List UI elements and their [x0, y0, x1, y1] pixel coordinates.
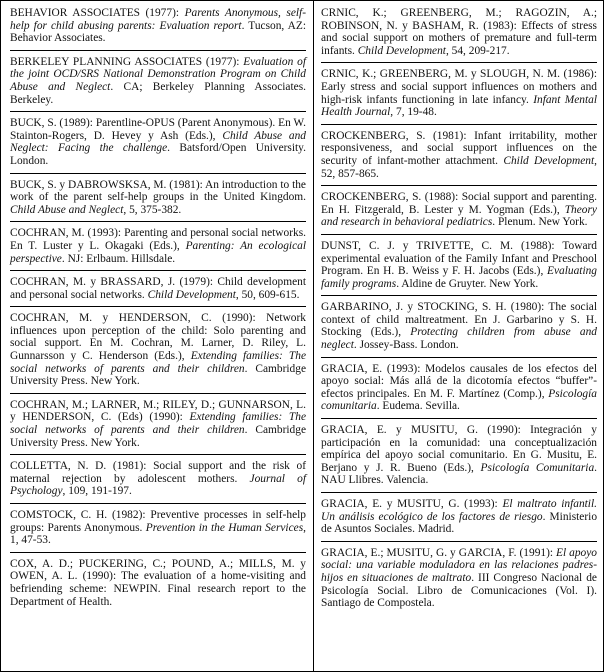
reference-entry: GRACIA, E.; MUSITU, G. y GARCIA, F. (1991): El apoyo social: una variable moduladora en las relaciones padres-hijos en situaciones de maltrato. III Congreso Nacional de Psicología Social. Libro de Comunicaciones (Vol. I). Santiago de Compostela.	[321, 546, 597, 610]
reference-entry: GRACIA, E. y MUSITU, G. (1993): El maltrato infantil. Un análisis ecológico de los factores de riesgo. Ministerio de Asuntos Sociales. Madrid.	[321, 496, 597, 542]
reference-entry: BEHAVIOR ASSOCIATES (1977): Parents Anonymous, self-help for child abusing parents: Evaluation report. Tucson, AZ: Behavior Associates.	[10, 5, 306, 51]
reference-entry: CROCKENBERG, S. (1981): Infant irritability, mother responsiveness, and social support influences on the security of infant-mother attachment. Child Development, 52, 857-865.	[321, 128, 597, 186]
right-column	[313, 1, 604, 671]
reference-entry: COMSTOCK, C. H. (1982): Preventive processes in self-help groups: Parents Anonymous. Prevention in the Human Services, 1, 47-53.	[10, 507, 306, 553]
reference-entry: COCHRAN, M. y BRASSARD, J. (1979): Child development and personal social networks. Child Development, 50, 609-615.	[10, 274, 306, 307]
reference-entry: BUCK, S. y DABROWSKSA, M. (1981): An introduction to the work of the parent self-help groups in the United Kingdom. Child Abuse and Neglect, 5, 375-382.	[10, 177, 306, 223]
reference-entry: COX, A. D.; PUCKERING, C.; POUND, A.; MILLS, M. y OWEN, A. L. (1990): The evaluation of a home-visiting and befriending scheme: NEWPIN. Final research report to the Department of Health.	[10, 557, 306, 608]
reference-entry: COCHRAN, M. y HENDERSON, C. (1990): Network influences upon perception of the child: Solo parenting and social support. En M. Cochran, M. Larner, D. Riley, L. Gunnarsson y C. Henderson (Eds.), Extending families: The social networks of parents and their children. Cambridge University Press. New York.	[10, 310, 306, 394]
reference-entry: CRNIC, K.; GREENBERG, M. y SLOUGH, N. M. (1986): Early stress and social support influences on mothers and high-risk infants functioning in late infancy. Infant Mental Health Journal, 7, 19-48.	[321, 66, 597, 124]
left-column	[1, 1, 313, 671]
reference-entry: COLLETTA, N. D. (1981): Social support and the risk of maternal rejection by adolescent mothers. Journal of Psychology, 109, 191-197.	[10, 458, 306, 504]
reference-entry: BERKELEY PLANNING ASSOCIATES (1977): Evaluation of the joint OCD/SRS National Demonstration Program on Child Abuse and Neglect. CA; Berkeley Planning Associates. Berkeley.	[10, 54, 306, 112]
reference-entry: COCHRAN, M. (1993): Parenting and personal social networks. En T. Luster y L. Okagaki (Eds.), Parenting: An ecological perspective. NJ: Erlbaum. Hillsdale.	[10, 225, 306, 271]
reference-entry: BUCK, S. (1989): Parentline-OPUS (Parent Anonymous). En W. Stainton-Rogers, D. Hevey y Ash (Eds.), Child Abuse and Neglect: Facing the challenge. Batsford/Open University. London.	[10, 115, 306, 173]
reference-entry: COCHRAN, M.; LARNER, M.; RILEY, D.; GUNNARSON, L. y HENDERSON, C. (Eds) (1990): Extending families: The social networks of parents and their children. Cambridge University Press. New York.	[10, 397, 306, 455]
reference-entry: GRACIA, E. y MUSITU, G. (1990): Integración y participación en la comunidad: una conceptualización empírica del apoyo social comunitario. En G. Musitu, E. Berjano y J. R. Bueno (Eds.), Psicología Comunitaria. NAU Llibres. Valencia.	[321, 422, 597, 493]
reference-entry: GARBARINO, J. y STOCKING, S. H. (1980): The social context of child maltreatment. En J. Garbarino y S. H. Stocking (Eds.), Protecting children from abuse and neglect. Jossey-Bass. London.	[321, 299, 597, 357]
reference-entry: CROCKENBERG, S. (1988): Social support and parenting. En H. Fitzgerald, B. Lester y M. Yogman (Eds.), Theory and research in behavioral pediatrics. Plenum. New York.	[321, 189, 597, 235]
reference-entry: CRNIC, K.; GREENBERG, M.; RAGOZIN, A.; ROBINSON, N. y BASHAM, R. (1983): Effects of stress and social support on mothers of premature and full-term infants. Child Development, 54, 209-217.	[321, 5, 597, 63]
reference-entry: GRACIA, E. (1993): Modelos causales de los efectos del apoyo social: Más allá de la dicotomía efectos “buffer”-efectos principales. En M. F. Martínez (Comp.), Psicología comunitaria. Eudema. Sevilla.	[321, 361, 597, 419]
reference-entry: DUNST, C. J. y TRIVETTE, C. M. (1988): Toward experimental evaluation of the Family Infant and Preschool Program. En H. B. Weiss y F. H. Jacobs (Eds.), Evaluating family programs. Aldine de Gruyter. New York.	[321, 238, 597, 296]
